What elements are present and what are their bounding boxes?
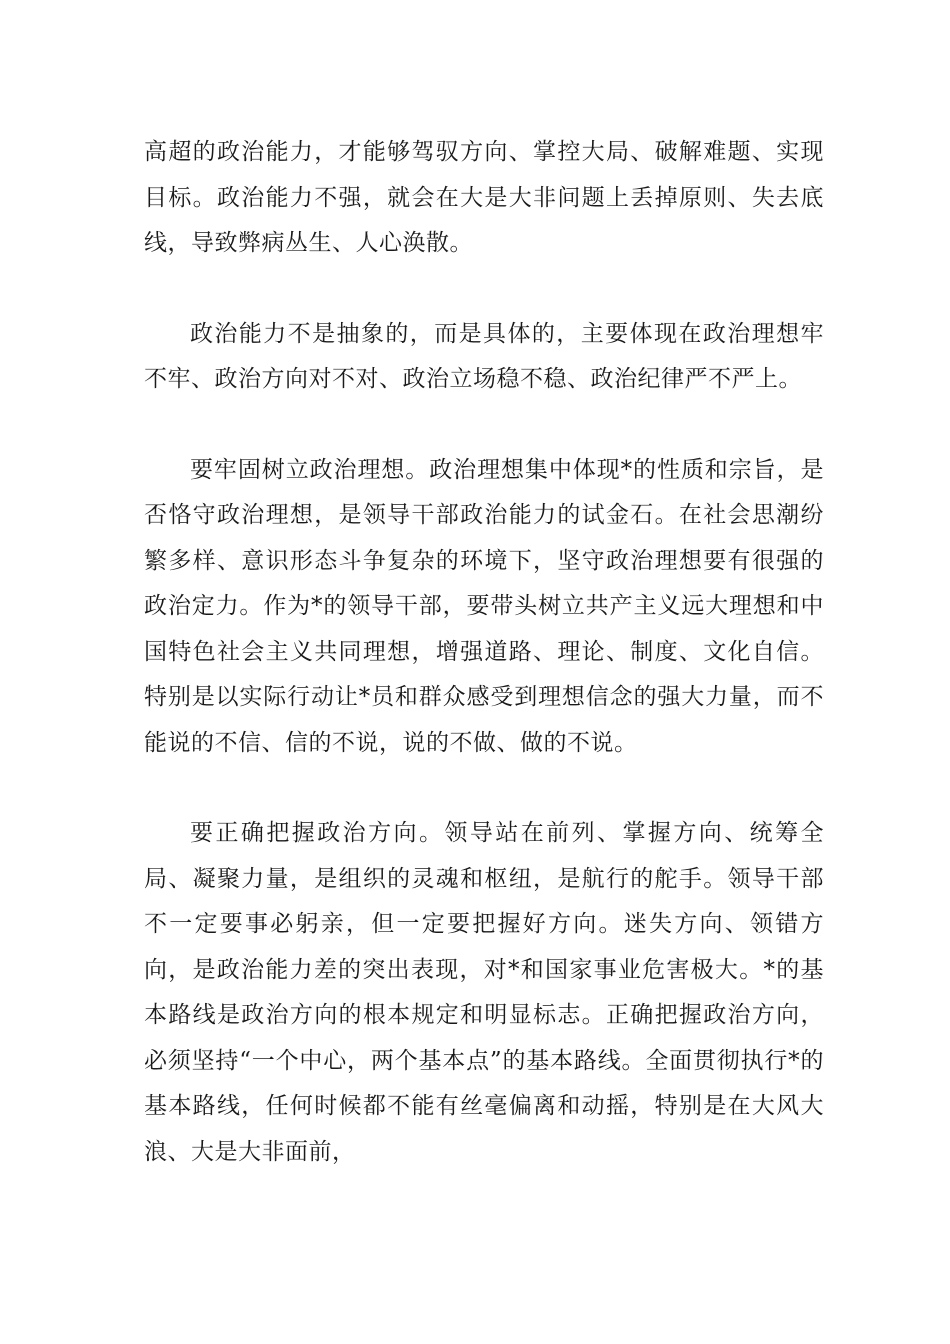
paragraph-continuation: 高超的政治能力，才能够驾驭方向、掌控大局、破解难题、实现目标。政治能力不强，就会在大是大非问题上丢掉原则、失去底线，导致弊病丛生、人心涣散。 — [144, 139, 824, 256]
paragraph-political-ideal: 要牢固树立政治理想。政治理想集中体现*的性质和宗旨，是否恪守政治理想，是领导干部政治能力的试金石。在社会思潮纷繁多样、意识形态斗争复杂的环境下，坚守政治理想要有很强的政治定力。作为*的领导干部，要带头树立共产主义远大理想和中国特色社会主义共同理想，增强道路、理论、制度、文化自信。特别是以实际行动让*员和群众感受到理想信念的强大力量，而不能说的不信、信的不说，说的不做、做的不说。 — [144, 456, 824, 756]
paragraph-political-direction: 要正确把握政治方向。领导站在前列、掌握方向、统筹全局、凝聚力量，是组织的灵魂和枢纽，是航行的舵手。领导干部不一定要事必躬亲，但一定要把握好方向。迷失方向、领错方向，是政治能力差的突出表现，对*和国家事业危害极大。*的基本路线是政治方向的根本规定和明显标志。正确把握政治方向，必须坚持“一个中心，两个基本点”的基本路线。全面贯彻执行*的基本路线，任何时候都不能有丝毫偏离和动摇，特别是在大风大浪、大是大非面前， — [144, 820, 824, 1165]
paragraph-political-ability: 政治能力不是抽象的，而是具体的，主要体现在政治理想牢不牢、政治方向对不对、政治立场稳不稳、政治纪律严不严上。 — [144, 320, 824, 392]
document-body — [144, 130, 824, 1220]
